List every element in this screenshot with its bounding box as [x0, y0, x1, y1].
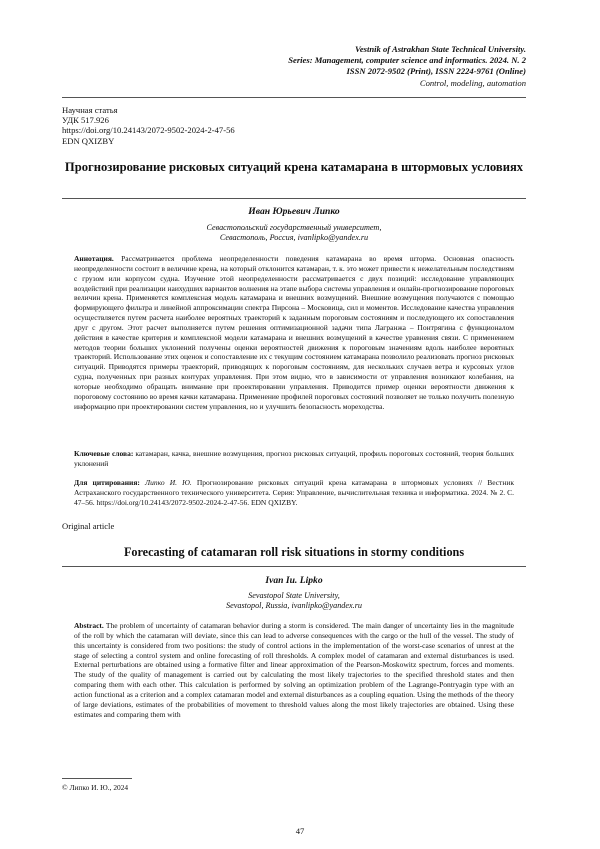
affiliation-en	[62, 591, 526, 612]
abstract-en	[74, 621, 514, 719]
journal-name: Vestnik of Astrakhan State Technical University.	[355, 44, 526, 54]
article-type-en: Original article	[62, 521, 115, 531]
abstract-ru	[74, 254, 514, 412]
edn-code: EDN QXIZBY	[62, 135, 115, 146]
keywords-ru-label: Ключевые слова:	[74, 449, 134, 458]
author-name-ru: Иван Юрьевич Липко	[248, 206, 340, 217]
affiliation-ru-line2: Севастополь, Россия, ivanlipko@yandex.ru	[219, 233, 369, 243]
article-title-ru: Прогнозирование рисковых ситуаций крена катамарана в штормовых условиях	[64, 160, 524, 174]
article-meta	[62, 105, 235, 146]
citation-ru	[74, 478, 514, 508]
citation-ru-author: Липко И. Ю.	[145, 478, 192, 487]
keywords-ru	[74, 449, 514, 469]
keywords-ru-text: катамаран, качка, внешние возмущения, прогноз рисковых ситуаций, профиль пороговых состояний, теория больших уклонений	[74, 449, 514, 468]
journal-header	[56, 44, 526, 89]
abstract-en-text: The problem of uncertainty of catamaran behavior during a storm is considered. The main danger of uncertainty lies in the magnitude of the roll by which the catamaran will deviate, since this can lead to adverse consequences with the cargo or the hull of the vessel. The study of this uncertainty is considered from two positions: the study of control actions in the implementation of the worst-case scenarios of unrest at the stage of selecting a control system and online forecasting of roll thresholds. A complex model of catamaran and external disturbances is used. External perturbations are obtained using a formative filter and linear approximation of the Pearson-Moskowitz spectrum, forces and moments. The study of the quality of management is carried out by calculating the most likely trajectories to the specified threshold states and then comparing them with each other. This calculation is performed by solving an optimization problem of the Lagrange-Pontryagin type with an action functional as a criterion and a complex catamaran model and external disturbances as a coupling equation. Using the methods of the theory of large deviations, estimates of the probabilities of movement to threshold values along the most likely trajectories are obtained. Using these estimates and comparing them with	[74, 621, 514, 719]
header-divider	[62, 97, 526, 98]
article-type: Научная статья	[62, 105, 118, 115]
affiliation-ru-line1: Севастопольский государственный университет,	[206, 223, 382, 232]
author-name-en: Ivan Iu. Lipko	[265, 575, 323, 586]
affiliation-ru	[62, 223, 526, 244]
article-title-en: Forecasting of catamaran roll risk situations in stormy conditions	[123, 545, 465, 559]
udc-code: УДК 517.926	[62, 115, 109, 126]
doi-link[interactable]: https://doi.org/10.24143/2072-9502-2024-2-47-56	[62, 125, 235, 136]
journal-issn: ISSN 2072-9502 (Print), ISSN 2224-9761 (Online)	[346, 66, 526, 77]
footnote-divider	[62, 778, 132, 779]
citation-ru-text: Прогнозирование рисковых ситуаций крена катамарана в штормовых условиях // Вестник Астраханского государственного технического университета. Серия: Управление, вычислительная техника и информатика. 2024. № 2. С. 47–56. https://doi.org/10.24143/2072-9502-2024-2-47-56. EDN QXIZBY.	[74, 478, 515, 507]
affiliation-en-line1: Sevastopol State University,	[248, 591, 340, 600]
abstract-ru-text: Рассматривается проблема неопределенности поведения катамарана во время шторма. Основная опасность неопределенности состоит в величине крена, на который отклонится катамаран, т. к. это может привести к нежелательным последствиям с грузом или корпусом судна. Изучение этой неопределенности рассматривается с двух позиций: исследование управляющих воздействий при реализации наихудших вариантов волнения на этапе выбора системы управления и онлайн-прогнозирование пороговых величин крена. Применяется комплексная модель катамарана и внешних возмущений. Внешние возмущения получаются с помощью формирующего фильтра и линейной аппроксимации спектра Пирсона – Московица, сил и моментов. Исследование качества управления осуществляется путем расчета наиболее вероятных траекторий к заданным пороговым состояниям и последующего их сопоставления друг с другом. Этот расчет выполняется путем решения оптимизационной задачи типа Лагранжа – Понтрягина с функционалом действия в качестве критерия и комплексной модели катамарана и внешних возмущений в качестве уравнения связи. С применением методов теории больших уклонений получены оценки вероятностей движения к пороговым значениям вдоль наиболее вероятных траекторий. Использование этих оценок и сопоставление их с текущим состоянием катамарана позволило реализовать прогноз рисковых ситуаций. Приводятся примеры траекторий, приводящих к пороговым состояниям, для нескольких случаев ветра и курсовых углов судна, полученных при разных контурах управления. При этом видно, что в зависимости от управления возникают колебания, на которые необходимо обращать внимание при проектировании управления. Приводится пример оценки вероятности движения к пороговому состоянию во время качки катамарана. Применение профилей пороговых состояний позволяет не только получить полезную информацию при проектировании систем управления, но и улучшить безопасность мореходства.	[74, 254, 515, 411]
title-en-divider	[62, 566, 526, 567]
affiliation-en-line2: Sevastopol, Russia, ivanlipko@yandex.ru	[225, 601, 362, 611]
title-divider	[62, 198, 526, 199]
abstract-ru-label: Аннотация.	[74, 254, 114, 263]
journal-series: Series: Management, computer science and informatics. 2024. N. 2	[288, 55, 526, 66]
copyright-notice: © Липко И. Ю., 2024	[62, 783, 129, 792]
journal-section: Control, modeling, automation	[419, 77, 526, 88]
page-number: 47	[295, 826, 305, 836]
abstract-en-label: Abstract.	[74, 621, 104, 630]
citation-ru-label: Для цитирования:	[74, 478, 140, 487]
